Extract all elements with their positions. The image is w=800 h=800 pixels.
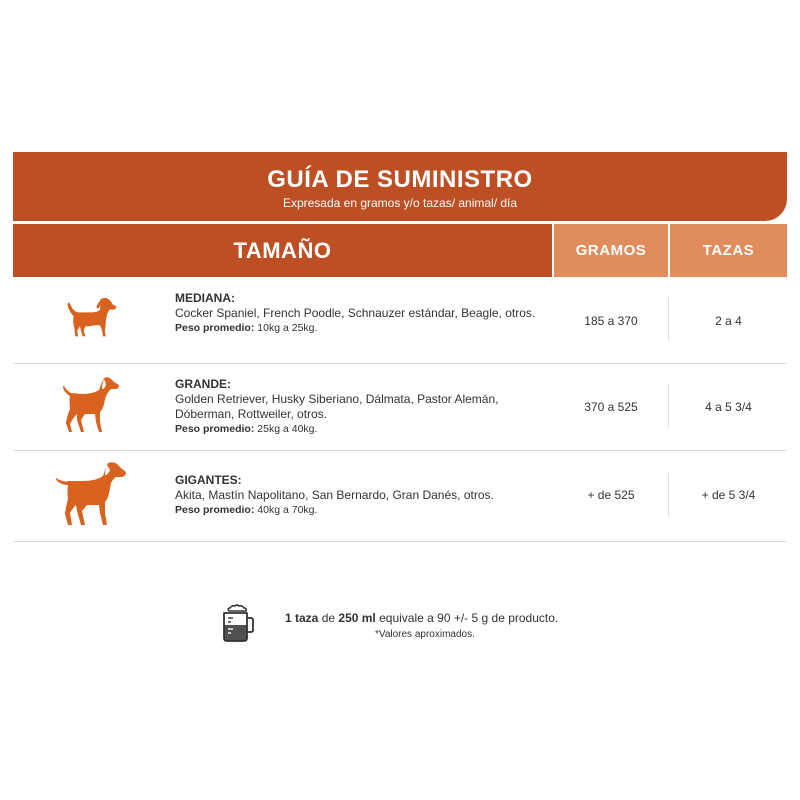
size-label-medium: MEDIANA: bbox=[175, 291, 235, 305]
weight-label: Peso promedio: bbox=[175, 322, 255, 334]
row-description-large bbox=[175, 377, 545, 437]
cup-equivalence-text bbox=[285, 611, 558, 625]
banner-subtitle: Expresada en gramos y/o tazas/ animal/ día bbox=[282, 196, 518, 210]
footer-note bbox=[217, 604, 597, 644]
medium-dog-icon bbox=[63, 294, 119, 340]
weight-giant bbox=[175, 503, 545, 518]
weight-large bbox=[175, 422, 545, 437]
weight-label: Peso promedio: bbox=[175, 504, 255, 516]
header-size-label: TAMAÑO bbox=[233, 237, 332, 263]
breeds-large: Golden Retriever, Husky Siberiano, Dálmata, Pastor Alemán, Dóberman, Rottweiler, otros. bbox=[175, 392, 499, 421]
approximate-values-note: *Valores aproximados. bbox=[375, 629, 475, 640]
grams-medium: 185 a 370 bbox=[584, 313, 638, 328]
weight-medium bbox=[175, 321, 545, 336]
cup-quantity: 1 taza bbox=[285, 611, 319, 625]
row-description-giant bbox=[175, 473, 545, 518]
breeds-giant: Akita, Mastín Napolitano, San Bernardo, Gran Danés, otros. bbox=[175, 488, 494, 502]
giant-dog-icon bbox=[53, 461, 127, 527]
weight-value: 10kg a 25kg. bbox=[257, 322, 318, 334]
column-divider bbox=[668, 384, 669, 428]
weight-label: Peso promedio: bbox=[175, 423, 255, 435]
large-dog-icon bbox=[58, 376, 120, 434]
header-grams-label: GRAMOS bbox=[575, 242, 647, 259]
weight-value: 25kg a 40kg. bbox=[257, 423, 318, 435]
breeds-medium: Cocker Spaniel, French Poodle, Schnauzer estándar, Beagle, otros. bbox=[175, 306, 536, 320]
grams-large: 370 a 525 bbox=[584, 400, 638, 414]
cup-equivalence: equivale a 90 +/- 5 g de producto. bbox=[379, 611, 559, 625]
header-cups bbox=[670, 224, 787, 277]
measuring-cup-icon bbox=[217, 604, 257, 644]
cups-medium: 2 a 4 bbox=[715, 313, 742, 328]
cup-volume: 250 ml bbox=[338, 611, 376, 625]
row-description-medium bbox=[175, 291, 545, 336]
column-divider bbox=[668, 297, 669, 341]
table-row-giant bbox=[13, 451, 787, 542]
feeding-guide-banner bbox=[13, 152, 787, 221]
cups-giant: + de 5 3/4 bbox=[701, 488, 756, 502]
cups-large: 4 a 5 3/4 bbox=[705, 400, 752, 414]
header-grams bbox=[554, 224, 668, 277]
cup-de: de bbox=[321, 611, 336, 625]
table-row-large bbox=[13, 364, 787, 451]
grams-giant: + de 525 bbox=[587, 488, 635, 502]
column-divider bbox=[668, 473, 669, 517]
size-label-large: GRANDE: bbox=[175, 377, 231, 391]
header-cups-label: TAZAS bbox=[702, 242, 755, 259]
weight-value: 40kg a 70kg. bbox=[257, 504, 318, 516]
table-row-medium bbox=[13, 278, 787, 364]
size-label-giant: GIGANTES: bbox=[175, 473, 242, 487]
banner-title: GUÍA DE SUMINISTRO bbox=[267, 166, 533, 193]
header-size bbox=[13, 224, 552, 277]
